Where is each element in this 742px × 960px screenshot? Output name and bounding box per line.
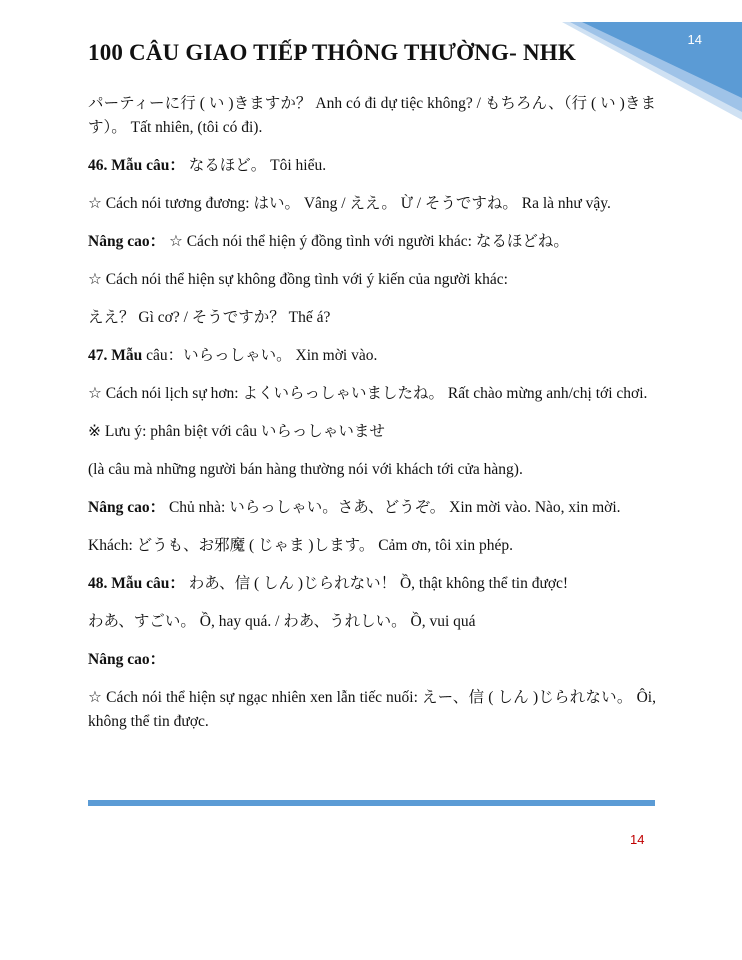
advanced-label: Nâng cao： (88, 233, 166, 250)
page-title: 100 CÂU GIAO TIẾP THÔNG THƯỜNG- NHK (88, 40, 576, 65)
page-number: 14 (630, 832, 645, 847)
paragraph: ☆ Cách nói tương đương: はい。 Vâng / ええ。 Ừ / そうですね。 Ra là như vậy. (88, 195, 611, 212)
advanced-note (88, 230, 656, 254)
advanced-text: Chủ nhà: いらっしゃい。さあ、どうぞ。 Xin mời vào. Nào, xin mời. (165, 499, 621, 516)
paragraph: わあ、すごい。 Ồ, hay quá. / わあ、うれしい。 Ồ, vui quá (88, 613, 476, 630)
section-label: 47. Mẫu (88, 347, 143, 364)
section-text: câu：いらっしゃい。 Xin mời vào. (142, 347, 378, 364)
paragraph: ☆ Cách nói thể hiện sự ngạc nhiên xen lẫn tiếc nuối: えー、信 ( しん )じられない。 Ôi, không thể tin được. (88, 689, 656, 730)
section-text: わあ、信 ( しん )じられない！ Ồ, thật không thể tin được! (184, 575, 569, 592)
footer-divider (88, 800, 655, 806)
paragraph: ☆ Cách nói thể hiện sự không đồng tình với ý kiến của người khác: (88, 271, 508, 288)
paragraph: ※ Lưu ý: phân biệt với câu いらっしゃいませ (88, 423, 385, 440)
advanced-note (88, 496, 656, 520)
section-label: 46. Mẫu câu： (88, 157, 185, 174)
paragraph: パーティーに行 ( い )きますか？ Anh có đi dự tiệc không? / もちろん、（行 ( い )きます）。 Tất nhiên, (tôi có đi). (88, 95, 656, 136)
paragraph: ええ？ Gì cơ? / そうですか？ Thế á? (88, 309, 331, 326)
corner-page-number: 14 (687, 32, 702, 47)
paragraph: (là câu mà những người bán hàng thường nói với khách tới cửa hàng). (88, 461, 523, 478)
advanced-label: Nâng cao： (88, 499, 166, 516)
section-48 (88, 572, 656, 596)
section-label: 48. Mẫu câu： (88, 575, 185, 592)
section-46 (88, 154, 656, 178)
section-text: なるほど。 Tôi hiểu. (184, 157, 327, 174)
section-47 (88, 344, 656, 368)
advanced-label: Nâng cao： (88, 651, 166, 668)
advanced-text: ☆ Cách nói thể hiện ý đồng tình với người khác: なるほどね。 (165, 233, 569, 250)
document-body (88, 92, 656, 748)
paragraph: ☆ Cách nói lịch sự hơn: よくいらっしゃいましたね。 Rất chào mừng anh/chị tới chơi. (88, 385, 648, 402)
paragraph: Khách: どうも、お邪魔 ( じゃま )します。 Cảm ơn, tôi xin phép. (88, 537, 513, 554)
advanced-heading (88, 648, 656, 672)
